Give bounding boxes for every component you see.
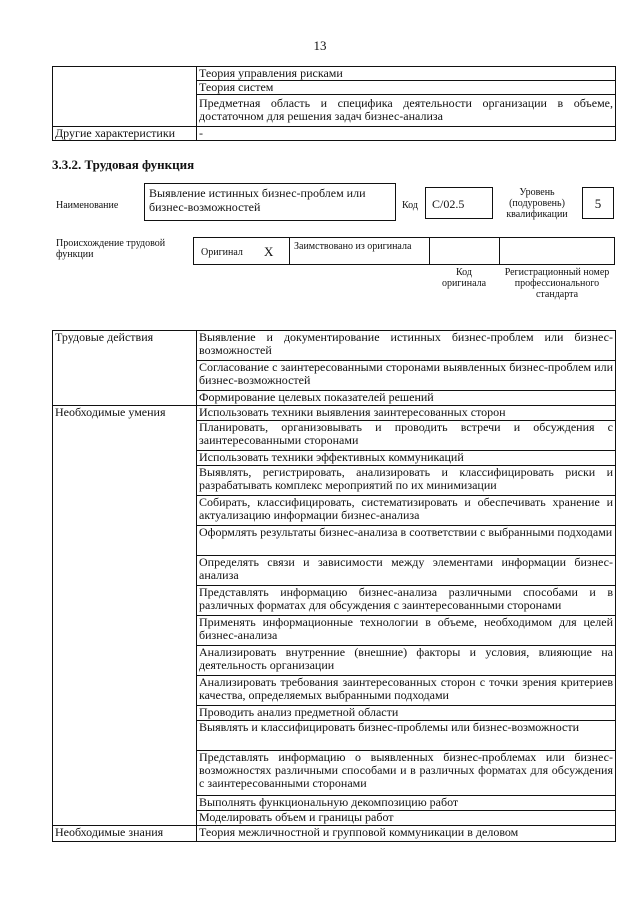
reg-number-cell xyxy=(499,237,615,265)
section-label: Необходимые умения xyxy=(53,406,197,826)
borrowed-label: Заимствовано из оригинала xyxy=(294,241,412,252)
level-label: Уровень (подуровень) квалификации xyxy=(506,187,568,220)
row-value: Теория систем xyxy=(197,81,616,95)
item-cell: Использовать техники выявления заинтересованных сторон xyxy=(197,406,616,421)
table-row xyxy=(53,67,616,81)
item-cell: Согласование с заинтересованными сторонами выявленных бизнес-проблем или бизнес-возможностей xyxy=(197,361,616,391)
original-cell xyxy=(193,237,290,265)
original-mark: X xyxy=(264,244,274,259)
row-label: Другие характеристики xyxy=(53,127,197,141)
item-cell: Проводить анализ предметной области xyxy=(197,706,616,721)
borrowed-cell xyxy=(289,237,430,265)
code-value: C/02.5 xyxy=(425,187,493,219)
item-cell: Выявлять и классифицировать бизнес-проблемы или бизнес-возможности xyxy=(197,721,616,751)
section-title: 3.3.2. Трудовая функция xyxy=(52,157,195,172)
item-cell: Собирать, классифицировать, систематизировать и обеспечивать хранение и актуализацию информации бизнес-анализа xyxy=(197,496,616,526)
item-cell: Теория межличностной и групповой коммуникации в деловом xyxy=(197,826,616,842)
item-cell: Моделировать объем и границы работ xyxy=(197,811,616,826)
item-cell: Представлять информацию о выявленных бизнес-проблемах или бизнес-возможностях различными способами и в различных форматах для обсуждения с заинтересованными сторонами xyxy=(197,751,616,796)
code-label: Код xyxy=(402,200,418,211)
row-label xyxy=(53,67,197,127)
section-label: Трудовые действия xyxy=(53,331,197,406)
row-value: Предметная область и специфика деятельности организации в объеме, достаточном для решения задач бизнес-анализа xyxy=(197,95,616,127)
origin-code-cell xyxy=(429,237,500,265)
table-row xyxy=(53,331,616,361)
page-number: 13 xyxy=(313,38,327,53)
reg-number-caption: Регистрационный номер профессионального стандарта xyxy=(504,267,610,300)
table-row xyxy=(53,406,616,421)
item-cell: Определять связи и зависимости между элементами информации бизнес-анализа xyxy=(197,556,616,586)
row-value: - xyxy=(197,127,616,141)
level-value: 5 xyxy=(582,187,614,219)
table-row xyxy=(53,127,616,141)
top-table xyxy=(52,66,616,141)
item-cell: Планировать, организовывать и проводить встречи и обсуждения с заинтересованными сторонами xyxy=(197,421,616,451)
item-cell: Анализировать внутренние (внешние) факторы и условия, влияющие на деятельность организации xyxy=(197,646,616,676)
item-cell: Представлять информацию бизнес-анализа различными способами и в различных форматах для обсуждения с заинтересованными сторонами xyxy=(197,586,616,616)
item-cell: Анализировать требования заинтересованных сторон с точки зрения критериев качества, определяемых выбранными подходами xyxy=(197,676,616,706)
table-row xyxy=(53,826,616,842)
item-cell: Применять информационные технологии в объеме, необходимом для целей бизнес-анализа xyxy=(197,616,616,646)
original-label: Оригинал xyxy=(201,247,243,258)
item-cell: Использовать техники эффективных коммуникаций xyxy=(197,451,616,466)
name-value: Выявление истинных бизнес-проблем или бизнес-возможностей xyxy=(144,183,396,221)
item-cell: Формирование целевых показателей решений xyxy=(197,391,616,406)
origin-label: Происхождение трудовой функции xyxy=(56,238,166,260)
item-cell: Выполнять функциональную декомпозицию работ xyxy=(197,796,616,811)
name-label: Наименование xyxy=(56,200,119,211)
item-cell: Оформлять результаты бизнес-анализа в соответствии с выбранными подходами xyxy=(197,526,616,556)
main-table xyxy=(52,330,616,842)
item-cell: Выявление и документирование истинных бизнес-проблем или бизнес-возможностей xyxy=(197,331,616,361)
origin-code-caption: Код оригинала xyxy=(441,267,487,289)
row-value: Теория управления рисками xyxy=(197,67,616,81)
item-cell: Выявлять, регистрировать, анализировать и классифицировать риски и разрабатывать комплекс мероприятий по их минимизации xyxy=(197,466,616,496)
section-label: Необходимые знания xyxy=(53,826,197,842)
